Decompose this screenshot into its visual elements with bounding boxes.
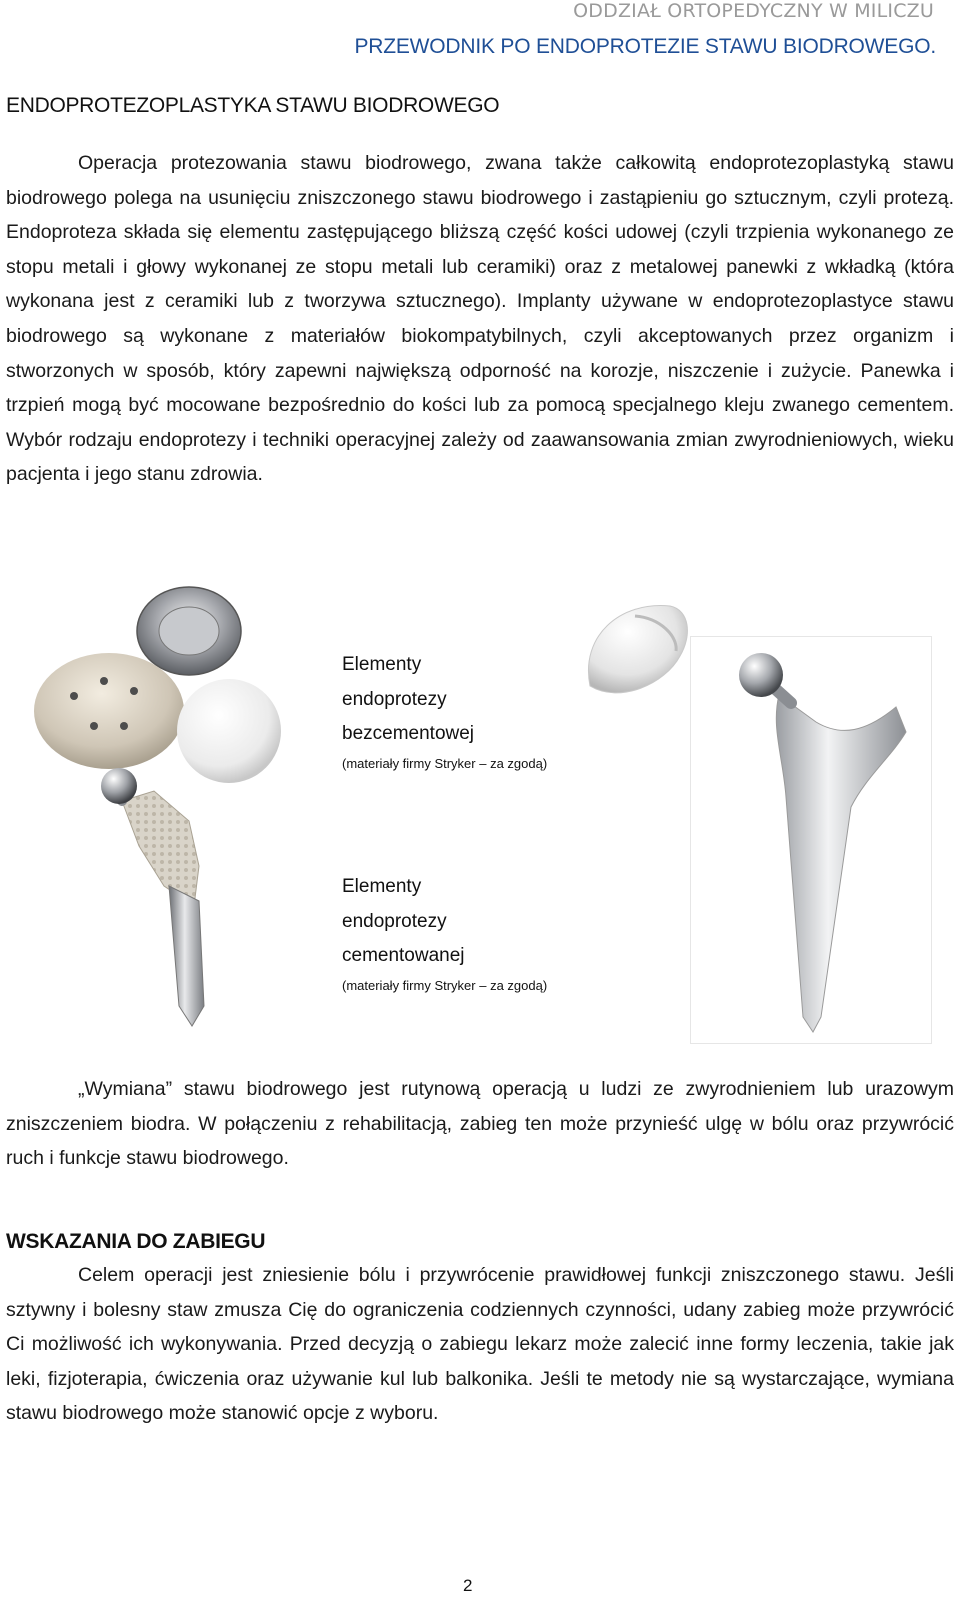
- section-heading-endoprosthesis: ENDOPROTEZOPLASTYKA STAWU BIODROWEGO: [6, 94, 500, 117]
- section-heading-indications: WSKAZANIA DO ZABIEGU: [6, 1230, 266, 1253]
- indications-paragraph: [6, 1258, 954, 1431]
- ceramic-cup-image: [580, 596, 695, 706]
- caption-cementless-line3: bezcementowej: [342, 723, 475, 744]
- cemented-stem-drawing: [691, 637, 931, 1043]
- page-number: 2: [463, 1576, 473, 1595]
- header-guide-title: PRZEWODNIK PO ENDOPROTEZIE STAWU BIODROWEGO.: [354, 35, 936, 58]
- cementless-implant-drawing: [14, 586, 314, 1036]
- indications-paragraph-text: Celem operacji jest zniesienie bólu i przywrócenie prawidłowej funkcji zniszczonego stawu. Jeśli sztywny i bolesny staw zmusza Cię do ograniczenia codziennych czynności, udany zabieg może przywrócić Ci możliwość ich wykonywania. Przed decyzją o zabiegu lekarz może zalecić inne formy leczenia, takie jak leki, fizjoterapia, ćwiczenia oraz używanie kul lub balkonika. Jeśli te metody nie są wystarczające, wymiana stawu biodrowego może stanowić opcje z wyboru.: [6, 1264, 954, 1425]
- ceramic-cup-drawing: [580, 596, 695, 706]
- caption-cemented: [342, 870, 547, 998]
- summary-paragraph-text: „Wymiana” stawu biodrowego jest rutynową operacją u ludzi ze zwyrodnieniem lub urazowym zniszczeniem biodra. W połączeniu z rehabilitacją, zabieg ten może przynieść ulgę w bólu oraz przywrócić ruch i funkcje stawu biodrowego.: [6, 1078, 954, 1170]
- caption-cementless-note: (materiały firmy Stryker – za zgodą): [342, 755, 548, 771]
- caption-cemented-line3: cementowanej: [342, 945, 465, 966]
- caption-cemented-line1: Elementy: [342, 876, 422, 897]
- cemented-stem-image: [690, 636, 932, 1044]
- caption-cementless: [342, 648, 547, 776]
- cementless-implant-image: [14, 586, 314, 1036]
- intro-paragraph-text: Operacja protezowania stawu biodrowego, zwana także całkowitą endoprotezoplastyką stawu biodrowego polega na usunięciu zniszczonego stawu biodrowego i zastąpieniu go sztucznym, czyli protezą. Endoproteza składa się elementu zastępującego bliższą część kości udowej (czyli trzpienia wykonanego ze stopu metali i głowy wykonanej ze stopu metali lub ceramiki) oraz z metalowej panewki z wkładką (która wykonana jest z ceramiki lub z tworzywa sztucznego). Implanty używane w endoprotezoplastyce stawu biodrowego są wykonane z materiałów biokompatybilnych, czyli akceptowanych przez organizm i stworzonych w sposób, który zapewni największą odporność na korozje, niszczenie i zużycie. Panewka i trzpień mogą być mocowane bezpośrednio do kości lub za pomocą specjalnego kleju zwanego cementem. Wybór rodzaju endoprotezy i techniki operacyjnej zależy od zaawansowania zmian zwyrodnieniowych, wieku pacjenta i jego stanu zdrowia.: [6, 152, 954, 486]
- header-department: ODDZIAŁ ORTOPEDYCZNY W MILICZU: [573, 0, 934, 22]
- caption-cemented-line2: endoprotezy: [342, 910, 447, 932]
- caption-cementless-line1: Elementy: [342, 654, 422, 675]
- caption-cementless-line2: endoprotezy: [342, 688, 447, 710]
- caption-cemented-note: (materiały firmy Stryker – za zgodą): [342, 977, 548, 993]
- summary-paragraph: [6, 1072, 954, 1176]
- intro-paragraph: [6, 146, 954, 492]
